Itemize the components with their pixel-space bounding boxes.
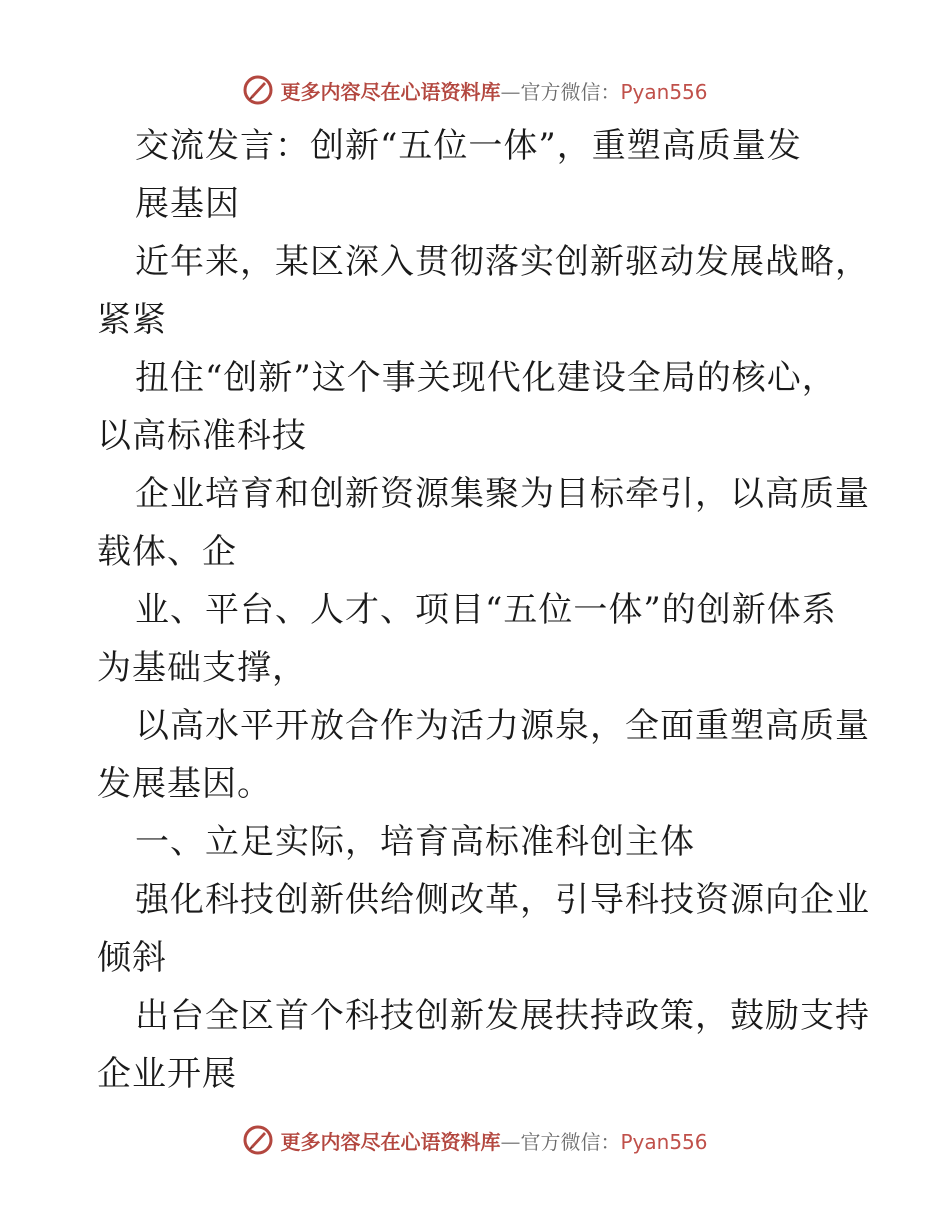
watermark-wechat-id: Pyan556 xyxy=(620,1129,708,1154)
document-title-line-2: 展基因 xyxy=(135,184,240,224)
paragraph-line: 以高标准科技 xyxy=(97,416,307,456)
watermark-site-text: 更多内容尽在心语资料库 xyxy=(280,1129,501,1154)
paragraph-line: 载体、企 xyxy=(97,532,237,572)
watermark-wechat-label: 官方微信： xyxy=(520,1129,621,1154)
paragraph-line: 近年来，某区深入贯彻落实创新驱动发展战略， xyxy=(135,242,870,282)
section-heading: 一、立足实际，培育高标准科创主体 xyxy=(135,822,695,862)
paragraph-line: 强化科技创新供给侧改革，引导科技资源向企业 xyxy=(135,880,870,920)
quill-seal-icon xyxy=(242,1124,274,1156)
paragraph-line: 发展基因。 xyxy=(97,764,272,804)
watermark-dash: — xyxy=(500,1129,521,1154)
watermark-wechat-label: 官方微信： xyxy=(520,79,621,104)
header-watermark xyxy=(0,70,950,110)
watermark-text xyxy=(280,76,707,105)
watermark-wechat-id: Pyan556 xyxy=(620,79,708,104)
watermark-site-text: 更多内容尽在心语资料库 xyxy=(280,79,501,104)
paragraph-line: 企业开展 xyxy=(97,1054,237,1094)
paragraph-line: 为基础支撑， xyxy=(97,648,307,688)
document-title-line-1: 交流发言：创新“五位一体”，重塑高质量发 xyxy=(135,126,802,166)
watermark-text xyxy=(280,1126,707,1155)
document-body xyxy=(97,117,870,1103)
paragraph-line: 出台全区首个科技创新发展扶持政策，鼓励支持 xyxy=(135,996,870,1036)
paragraph-line: 紧紧 xyxy=(97,300,167,340)
paragraph-line: 扭住“创新”这个事关现代化建设全局的核心， xyxy=(135,358,837,398)
paragraph-line: 业、平台、人才、项目“五位一体”的创新体系 xyxy=(135,590,837,630)
paragraph-line: 倾斜 xyxy=(97,938,167,978)
quill-seal-icon xyxy=(242,74,274,106)
paragraph-line: 以高水平开放合作为活力源泉，全面重塑高质量 xyxy=(135,706,870,746)
watermark-dash: — xyxy=(500,79,521,104)
footer-watermark xyxy=(0,1120,950,1160)
paragraph-line: 企业培育和创新资源集聚为目标牵引，以高质量 xyxy=(135,474,870,514)
